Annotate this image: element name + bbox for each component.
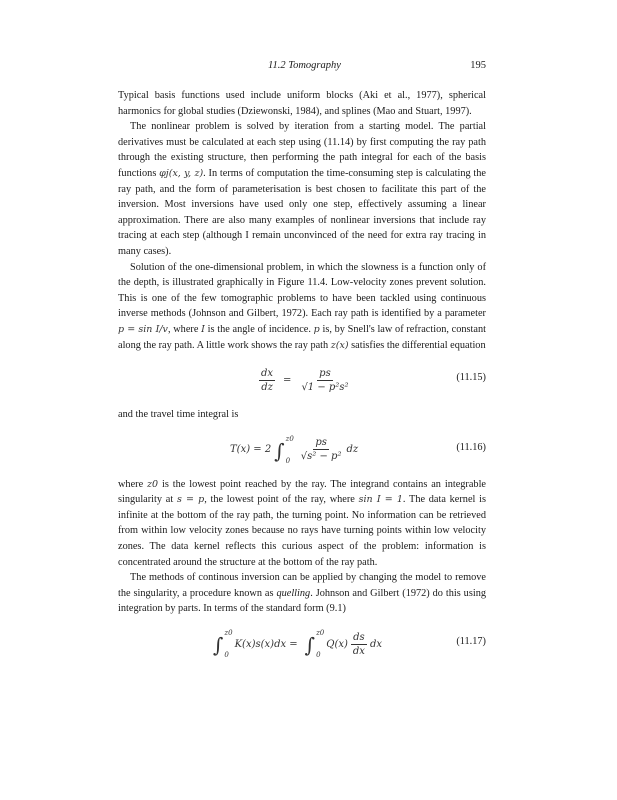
equation-body: T(x) = 2 ∫ z0 0 $\frac{ps}{\text{√s² − p²}}$ dz [230, 434, 359, 465]
paragraph-nonlinear-problem: The nonlinear problem is solved by iteration from a starting model. The partial derivatives must be calculated at each step using (11.14) by first computing the ray path through the existing structure, then performing the path integral for each of the basis functions φj(x, y, z). In terms of computation the time-consuming step is calculating the ray path, and the form of parameterisation is best chosen to facilitate this part of the inversion. Most inversions have used only one step, effectively assuming a linear approximation. There are also many examples of nonlinear inversions that include ray tracing at each step (although I remain unconvinced of the need for extra ray tracing in many cases). [118, 121, 487, 257]
math-inline: I [201, 323, 205, 335]
math-inline: s = p [176, 494, 205, 506]
paragraph-quelling: The methods of continous inversion can be applied by changing the model to remove the singularity, a procedure known as quelling. Johnson and Gilbert (1972) do this using integration by parts. In terms of the standard form (9.1) [118, 572, 486, 615]
equation-number: (11.17) [456, 636, 486, 648]
equation-body: ∫ z0 0 K(x)s(x)dx = ∫ z0 0 Q(x) $\frac{ds}{dx}$ dx [213, 629, 382, 660]
integral-sign: ∫ [213, 633, 224, 658]
math-inline: z(x) [330, 339, 349, 351]
equation-number: (11.16) [456, 441, 486, 453]
integral-sign: ∫ [304, 633, 316, 658]
math-inline: sin I = 1 [358, 494, 403, 506]
section-title: 11.2 Tomography [268, 60, 341, 71]
page-number: 195 [470, 60, 486, 71]
integral-sign: ∫ [274, 438, 285, 463]
math-inline: p = sin I/v [118, 323, 168, 335]
math-inline: φj(x, y, z) [159, 167, 204, 179]
book-page [118, 60, 486, 671]
equation-body: $\frac{dx}{dz}$ = $\frac{ps}{\text{√1 − p²s²}}$ [261, 367, 349, 393]
paragraph-one-dimensional: Solution of the one-dimensional problem, in which the slowness is a function only of the depth, is illustrated graphically in Figure 11.4. Low-velocity zones prevent solution. This is one of the few tomographic problems to have been tackled using continuous inverse methods (Johnson and Gilbert, 1972). Each ray path is identified by a parameter p = sin I/v, where I is the angle of incidence. p is, by Snell's law of refraction, constant along the ray path. A little work shows the ray path z(x) satisfies the differential equation [118, 261, 486, 351]
math-inline: p [313, 323, 320, 335]
equation-11-17 [118, 623, 486, 665]
paragraph-basis-functions: Typical basis functions used include uniform blocks (Aki et al., 1977), spherical harmonics for global studies (Dziewonski, 1984), and splines (Mao and Stuart, 1997). [118, 90, 486, 117]
paragraph-singularity: where z0 is the lowest point reached by the ray. The integrand contains an integrable singularity at s = p, the lowest point of the ray, where sin I = 1. The data kernel is infinite at the bottom of the ray path, the turning point. No information can be retrieved from within low velocity zones because no rays have turning points within low velocity zones. The data kernel reflects this curious aspect of the problem: information is concentrated around the structure at the bottom of the ray path. [118, 478, 486, 568]
equation-number: (11.15) [456, 372, 486, 384]
paragraph-travel-time: and the travel time integral is [118, 409, 239, 421]
running-head [118, 60, 486, 76]
equation-11-16 [118, 429, 486, 471]
equation-11-15 [118, 359, 486, 401]
math-inline: z0 [147, 478, 159, 490]
